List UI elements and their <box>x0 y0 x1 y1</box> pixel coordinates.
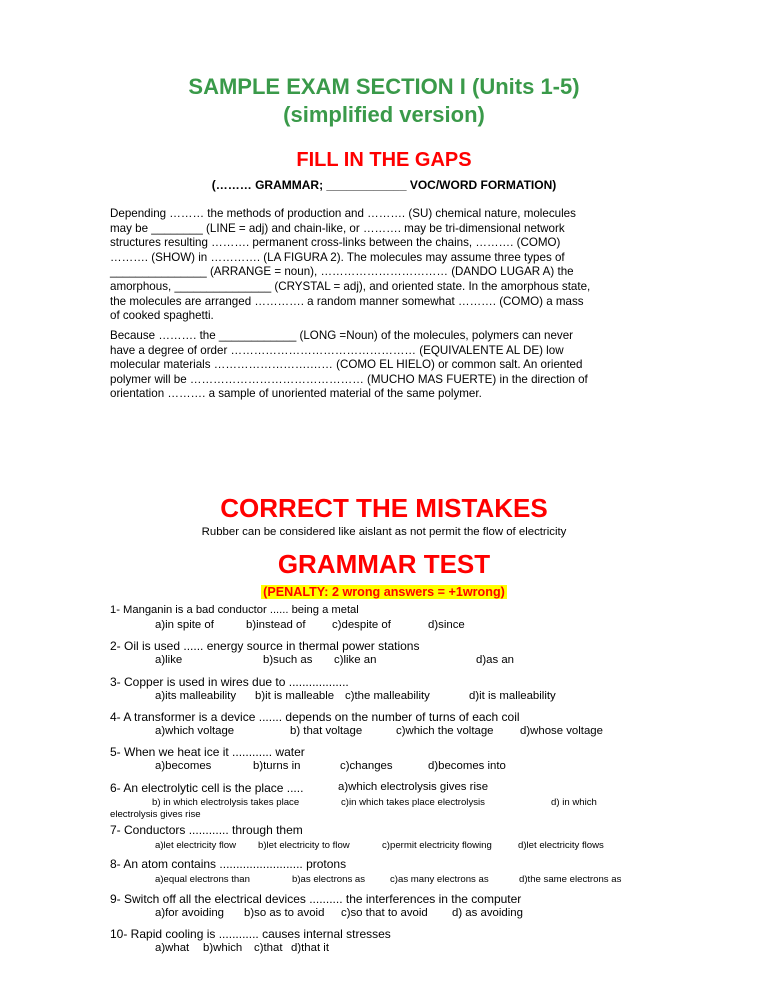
option-10c: c)that <box>254 942 283 954</box>
page-title-line2: (simplified version) <box>283 102 485 127</box>
question-2: 2- Oil is used ...... energy source in thermal power stations <box>110 639 420 653</box>
option-4c: c)which the voltage <box>396 725 494 737</box>
option-5d: d)becomes into <box>428 760 506 772</box>
option-2b: b)such as <box>263 654 313 666</box>
option-6d-continued: electrolysis gives rise <box>110 809 201 820</box>
option-1a: a)in spite of <box>155 619 214 631</box>
correct-mistakes-sentence: Rubber can be considered like aislant as not permit the flow of electricity <box>201 526 567 538</box>
paragraph-line: of cooked spaghetti. <box>110 309 214 323</box>
fill-gaps-paragraph-2 <box>110 329 670 402</box>
option-8d: d)the same electrons as <box>519 874 622 885</box>
option-2a: a)like <box>155 654 183 666</box>
paragraph-line: ………. (SHOW) in …………. (LA FIGURA 2). The molecules may assume three types of <box>110 250 565 264</box>
question-9: 9- Switch off all the electrical devices .......... the interferences in the computer <box>110 892 522 906</box>
paragraph-line: polymer will be ……………………………………… (MUCHO MAS FUERTE) in the direction of <box>110 372 588 386</box>
grammar-test-heading: GRAMMAR TEST <box>277 549 491 579</box>
option-9c: c)so that to avoid <box>341 907 428 919</box>
option-2d: d)as an <box>476 654 514 666</box>
question-8: 8- An atom contains ......................... protons <box>110 857 347 871</box>
paragraph-line: _______________ (ARRANGE = noun), …………………………… (DANDO LUGAR A) the <box>110 265 574 279</box>
option-3d: d)it is malleability <box>469 690 556 702</box>
question-5: 5- When we heat ice it ............ water <box>110 745 305 759</box>
option-3a: a)its malleability <box>155 690 237 702</box>
option-3b: b)it is malleable <box>255 690 335 702</box>
option-5c: c)changes <box>340 760 393 772</box>
paragraph-line: may be ________ (LINE = adj) and chain-like, or ………. may be tri-dimensional network <box>110 221 565 235</box>
option-1d: d)since <box>428 619 465 631</box>
option-6a: a)which electrolysis gives rise <box>338 781 489 793</box>
paragraph-line: molecular materials …………………….…… (COMO EL HIELO) or common salt. An oriented <box>110 358 583 372</box>
option-10b: b)which <box>203 942 243 954</box>
paragraph-line: structures resulting ………. permanent cross-links between the chains, ………. (COMO) <box>110 236 561 250</box>
option-9d: d) as avoiding <box>452 907 523 919</box>
fill-gaps-heading: FILL IN THE GAPS <box>296 149 472 171</box>
fill-gaps-paragraph-1 <box>110 207 670 324</box>
option-8b: b)as electrons as <box>292 874 366 885</box>
option-5b: b)turns in <box>253 760 301 772</box>
option-7d: d)let electricity flows <box>518 840 604 851</box>
paragraph-line: have a degree of order ………………………………………… (EQUIVALENTE AL DE) low <box>110 343 564 357</box>
option-9b: b)so as to avoid <box>244 907 325 919</box>
option-7b: b)let electricity to flow <box>258 840 350 851</box>
paragraph-line: Because ………. the ____________ (LONG =Noun) of the molecules, polymers can never <box>110 329 574 342</box>
question-3: 3- Copper is used in wires due to .................. <box>110 675 349 689</box>
option-10d: d)that it <box>291 942 329 954</box>
paragraph-line: Depending ……… the methods of production and ………. (SU) chemical nature, molecules <box>110 207 576 220</box>
option-4a: a)which voltage <box>155 725 235 737</box>
option-6b: b) in which electrolysis takes place <box>152 797 300 808</box>
option-4b: b) that voltage <box>290 725 363 737</box>
paragraph-line: the molecules are arranged …………. a random manner somewhat ………. (COMO) a mass <box>110 294 584 308</box>
option-9a: a)for avoiding <box>155 907 225 919</box>
page-title-line1: SAMPLE EXAM SECTION I (Units 1-5) <box>188 74 580 99</box>
fill-gaps-legend: (……… GRAMMAR; ____________ VOC/WORD FORMATION) <box>211 178 557 192</box>
option-1b: b)instead of <box>246 619 306 631</box>
option-6c: c)in which takes place electrolysis <box>341 797 485 808</box>
paragraph-line: orientation ………. a sample of unoriented material of the same polymer. <box>110 387 482 401</box>
option-1c: c)despite of <box>332 619 391 631</box>
question-10: 10- Rapid cooling is ............ causes internal stresses <box>110 927 391 941</box>
correct-mistakes-heading: CORRECT THE MISTAKES <box>220 493 548 523</box>
option-10a: a)what <box>155 942 190 954</box>
paragraph-line: amorphous, _______________ (CRYSTAL = adj), and oriented state. In the amorphous state, <box>110 279 591 293</box>
question-1: 1- Manganin is a bad conductor ...... being a metal <box>110 604 359 616</box>
option-6d: d) in which <box>551 797 597 808</box>
option-7a: a)let electricity flow <box>155 840 237 851</box>
option-8c: c)as many electrons as <box>390 874 489 885</box>
question-6: 6- An electrolytic cell is the place ..... <box>110 781 304 795</box>
option-5a: a)becomes <box>155 760 212 772</box>
option-3c: c)the malleability <box>345 690 430 702</box>
option-7c: c)permit electricity flowing <box>382 840 492 851</box>
question-4: 4- A transformer is a device ....... depends on the number of turns of each coil <box>110 710 520 724</box>
option-2c: c)like an <box>334 654 377 666</box>
penalty-note: (PENALTY: 2 wrong answers = +1wrong) <box>263 585 505 599</box>
option-4d: d)whose voltage <box>520 725 603 737</box>
option-8a: a)equal electrons than <box>155 874 250 885</box>
question-7: 7- Conductors ............ through them <box>110 823 303 837</box>
